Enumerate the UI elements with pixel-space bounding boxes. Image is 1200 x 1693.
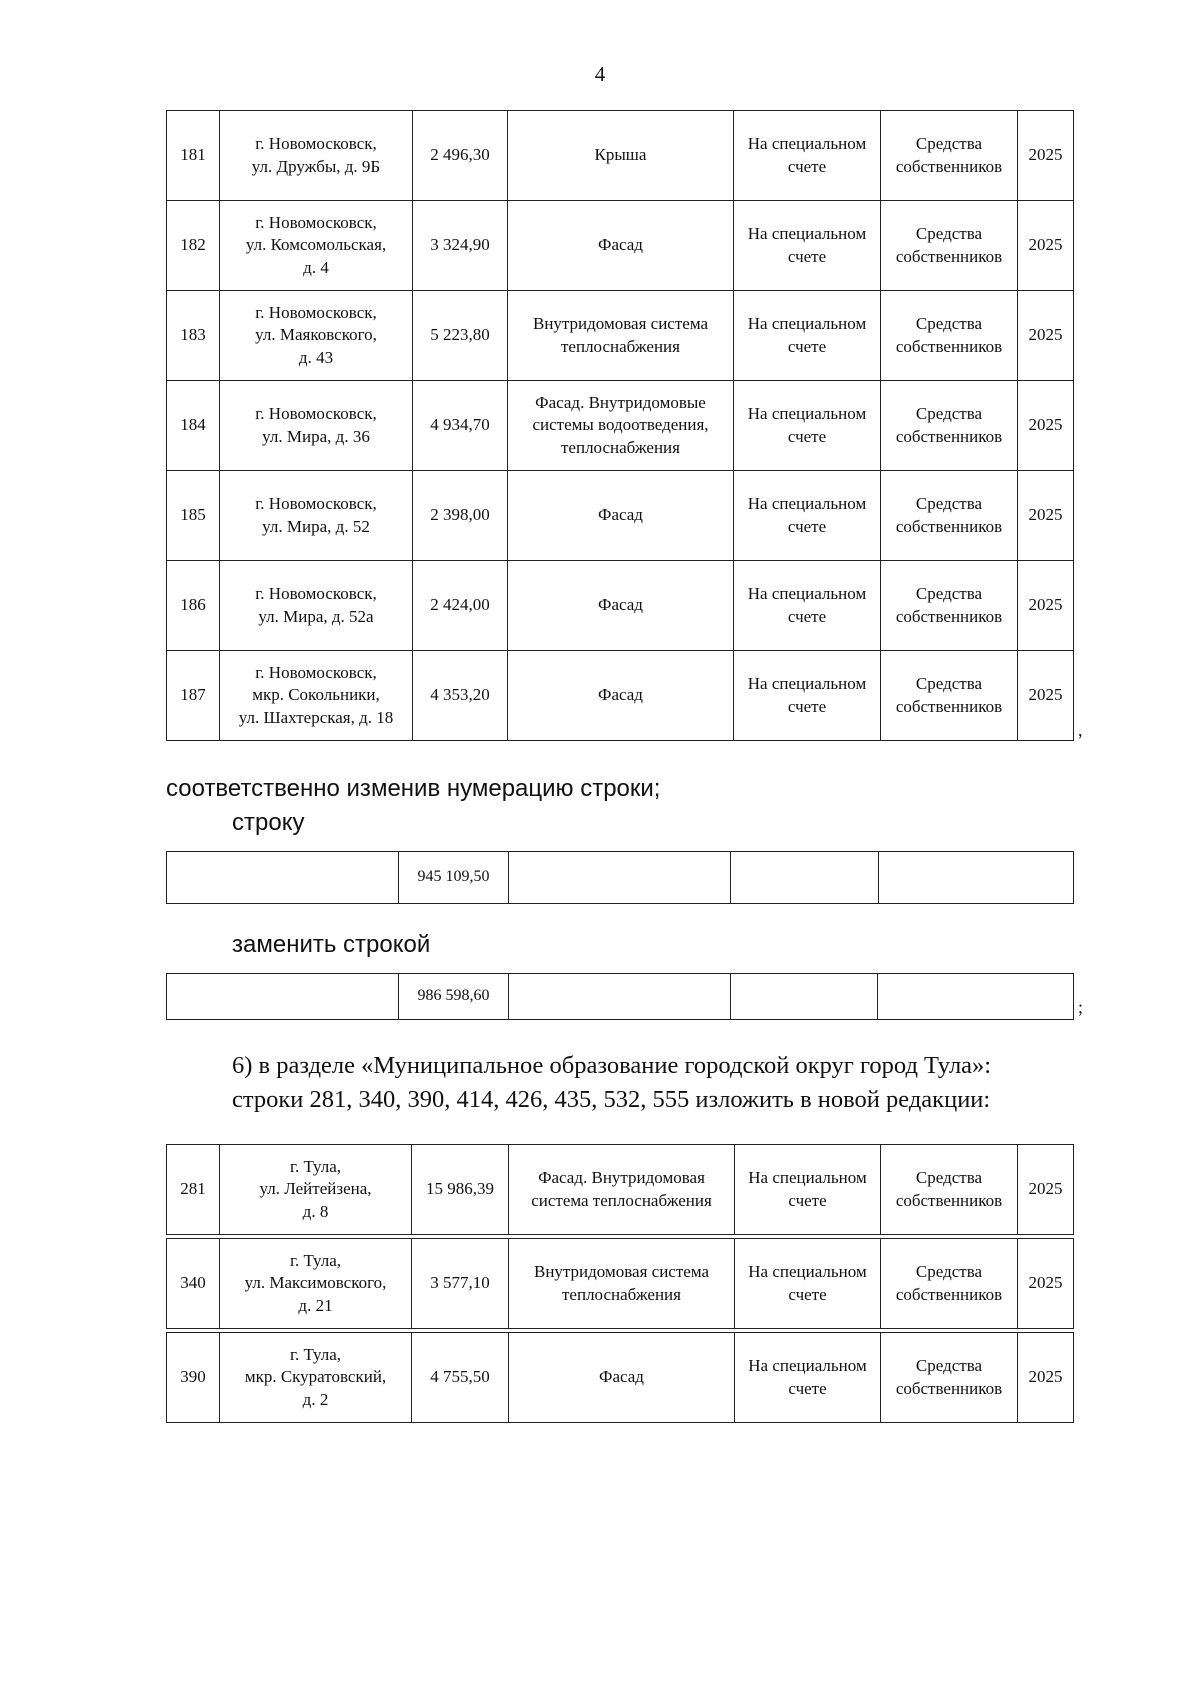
cell-row-number: 183 — [167, 291, 220, 381]
cell-row-number: 185 — [167, 471, 220, 561]
cell-work-type: Фасад — [508, 561, 734, 651]
old-total-empty-cell — [731, 852, 879, 904]
cell-year: 2025 — [1018, 561, 1074, 651]
cell-address: г. Тула, ул. Лейтейзена, д. 8 — [220, 1145, 412, 1235]
old-total-row — [167, 852, 1074, 904]
section-heading-line2: строки 281, 340, 390, 414, 426, 435, 532, 555 изложить в новой редакции: — [232, 1086, 991, 1113]
new-total-trailing-semicolon: ; — [1078, 997, 1084, 1017]
table-tula-row-box — [166, 1332, 1074, 1423]
renumber-text: соответственно изменив нумерацию строки; — [166, 775, 661, 802]
table-tula-row-box — [166, 1144, 1074, 1235]
new-total-table — [166, 973, 1074, 1020]
cell-area: 4 755,50 — [412, 1333, 509, 1423]
cell-row-number: 187 — [167, 651, 220, 741]
row-label-text: строку — [232, 809, 305, 836]
cell-area: 2 496,30 — [413, 111, 508, 201]
table-row — [167, 561, 1074, 651]
table-row — [167, 1333, 1074, 1423]
cell-account-type: На специальном счете — [734, 111, 881, 201]
cell-row-number: 186 — [167, 561, 220, 651]
cell-address: г. Новомосковск, ул. Мира, д. 36 — [220, 381, 413, 471]
cell-work-type: Внутридомовая система теплоснабжения — [508, 291, 734, 381]
cell-area: 2 424,00 — [413, 561, 508, 651]
cell-area: 2 398,00 — [413, 471, 508, 561]
cell-area: 4 353,20 — [413, 651, 508, 741]
new-total-empty-cell — [878, 974, 1074, 1020]
cell-funding-source: Средства собственников — [881, 471, 1018, 561]
cell-year: 2025 — [1018, 651, 1074, 741]
table-row — [167, 381, 1074, 471]
cell-funding-source: Средства собственников — [881, 651, 1018, 741]
page-number: 4 — [594, 62, 606, 86]
cell-account-type: На специальном счете — [735, 1239, 881, 1329]
cell-account-type: На специальном счете — [734, 291, 881, 381]
cell-row-number: 390 — [167, 1333, 220, 1423]
table-row — [167, 1145, 1074, 1235]
table-novomoskovsk — [166, 110, 1074, 741]
cell-account-type: На специальном счете — [734, 471, 881, 561]
cell-account-type: На специальном счете — [735, 1333, 881, 1423]
section-heading-line1: 6) в разделе «Муниципальное образование городской округ город Тула»: — [232, 1052, 992, 1079]
cell-address: г. Новомосковск, мкр. Сокольники, ул. Шахтерская, д. 18 — [220, 651, 413, 741]
cell-address: г. Новомосковск, ул. Маяковского, д. 43 — [220, 291, 413, 381]
cell-row-number: 340 — [167, 1239, 220, 1329]
table-row — [167, 651, 1074, 741]
cell-funding-source: Средства собственников — [881, 1145, 1018, 1235]
cell-account-type: На специальном счете — [734, 651, 881, 741]
table-row — [167, 1239, 1074, 1329]
cell-account-type: На специальном счете — [734, 201, 881, 291]
cell-row-number: 281 — [167, 1145, 220, 1235]
cell-address: г. Новомосковск, ул. Дружбы, д. 9Б — [220, 111, 413, 201]
cell-address: г. Тула, мкр. Скуратовский, д. 2 — [220, 1333, 412, 1423]
new-total-empty-cell — [167, 974, 399, 1020]
cell-row-number: 182 — [167, 201, 220, 291]
cell-account-type: На специальном счете — [735, 1145, 881, 1235]
cell-funding-source: Средства собственников — [881, 561, 1018, 651]
new-total-empty-cell — [731, 974, 878, 1020]
old-total-empty-cell — [167, 852, 399, 904]
new-total-empty-cell — [509, 974, 731, 1020]
cell-year: 2025 — [1018, 111, 1074, 201]
table1-trailing-comma: , — [1078, 720, 1083, 740]
table-row — [167, 201, 1074, 291]
cell-work-type: Фасад — [508, 651, 734, 741]
new-total-value: 986 598,60 — [399, 974, 509, 1020]
cell-work-type: Фасад — [508, 201, 734, 291]
cell-area: 3 577,10 — [412, 1239, 509, 1329]
replace-label-text: заменить строкой — [232, 931, 431, 958]
cell-area: 5 223,80 — [413, 291, 508, 381]
cell-account-type: На специальном счете — [734, 381, 881, 471]
table-row — [167, 291, 1074, 381]
cell-address: г. Новомосковск, ул. Комсомольская, д. 4 — [220, 201, 413, 291]
old-total-empty-cell — [509, 852, 731, 904]
table-tula-row-box — [166, 1238, 1074, 1329]
cell-funding-source: Средства собственников — [881, 1333, 1018, 1423]
old-total-value: 945 109,50 — [399, 852, 509, 904]
table-row — [167, 471, 1074, 561]
cell-address: г. Новомосковск, ул. Мира, д. 52 — [220, 471, 413, 561]
table-row — [167, 111, 1074, 201]
cell-funding-source: Средства собственников — [881, 1239, 1018, 1329]
cell-work-type: Внутридомовая система теплоснабжения — [509, 1239, 735, 1329]
cell-work-type: Фасад. Внутридомовая система теплоснабжения — [509, 1145, 735, 1235]
cell-address: г. Тула, ул. Максимовского, д. 21 — [220, 1239, 412, 1329]
cell-area: 4 934,70 — [413, 381, 508, 471]
cell-funding-source: Средства собственников — [881, 381, 1018, 471]
cell-year: 2025 — [1018, 471, 1074, 561]
cell-year: 2025 — [1018, 381, 1074, 471]
cell-work-type: Фасад. Внутридомовые системы водоотведения, теплоснабжения — [508, 381, 734, 471]
cell-work-type: Крыша — [508, 111, 734, 201]
cell-funding-source: Средства собственников — [881, 201, 1018, 291]
old-total-table — [166, 851, 1074, 904]
cell-funding-source: Средства собственников — [881, 291, 1018, 381]
cell-work-type: Фасад — [508, 471, 734, 561]
cell-year: 2025 — [1018, 1239, 1074, 1329]
cell-year: 2025 — [1018, 201, 1074, 291]
cell-year: 2025 — [1018, 291, 1074, 381]
cell-address: г. Новомосковск, ул. Мира, д. 52а — [220, 561, 413, 651]
cell-row-number: 181 — [167, 111, 220, 201]
cell-work-type: Фасад — [509, 1333, 735, 1423]
cell-area: 15 986,39 — [412, 1145, 509, 1235]
new-total-row — [167, 974, 1074, 1020]
old-total-empty-cell — [879, 852, 1074, 904]
cell-funding-source: Средства собственников — [881, 111, 1018, 201]
cell-year: 2025 — [1018, 1145, 1074, 1235]
cell-year: 2025 — [1018, 1333, 1074, 1423]
cell-area: 3 324,90 — [413, 201, 508, 291]
cell-row-number: 184 — [167, 381, 220, 471]
cell-account-type: На специальном счете — [734, 561, 881, 651]
